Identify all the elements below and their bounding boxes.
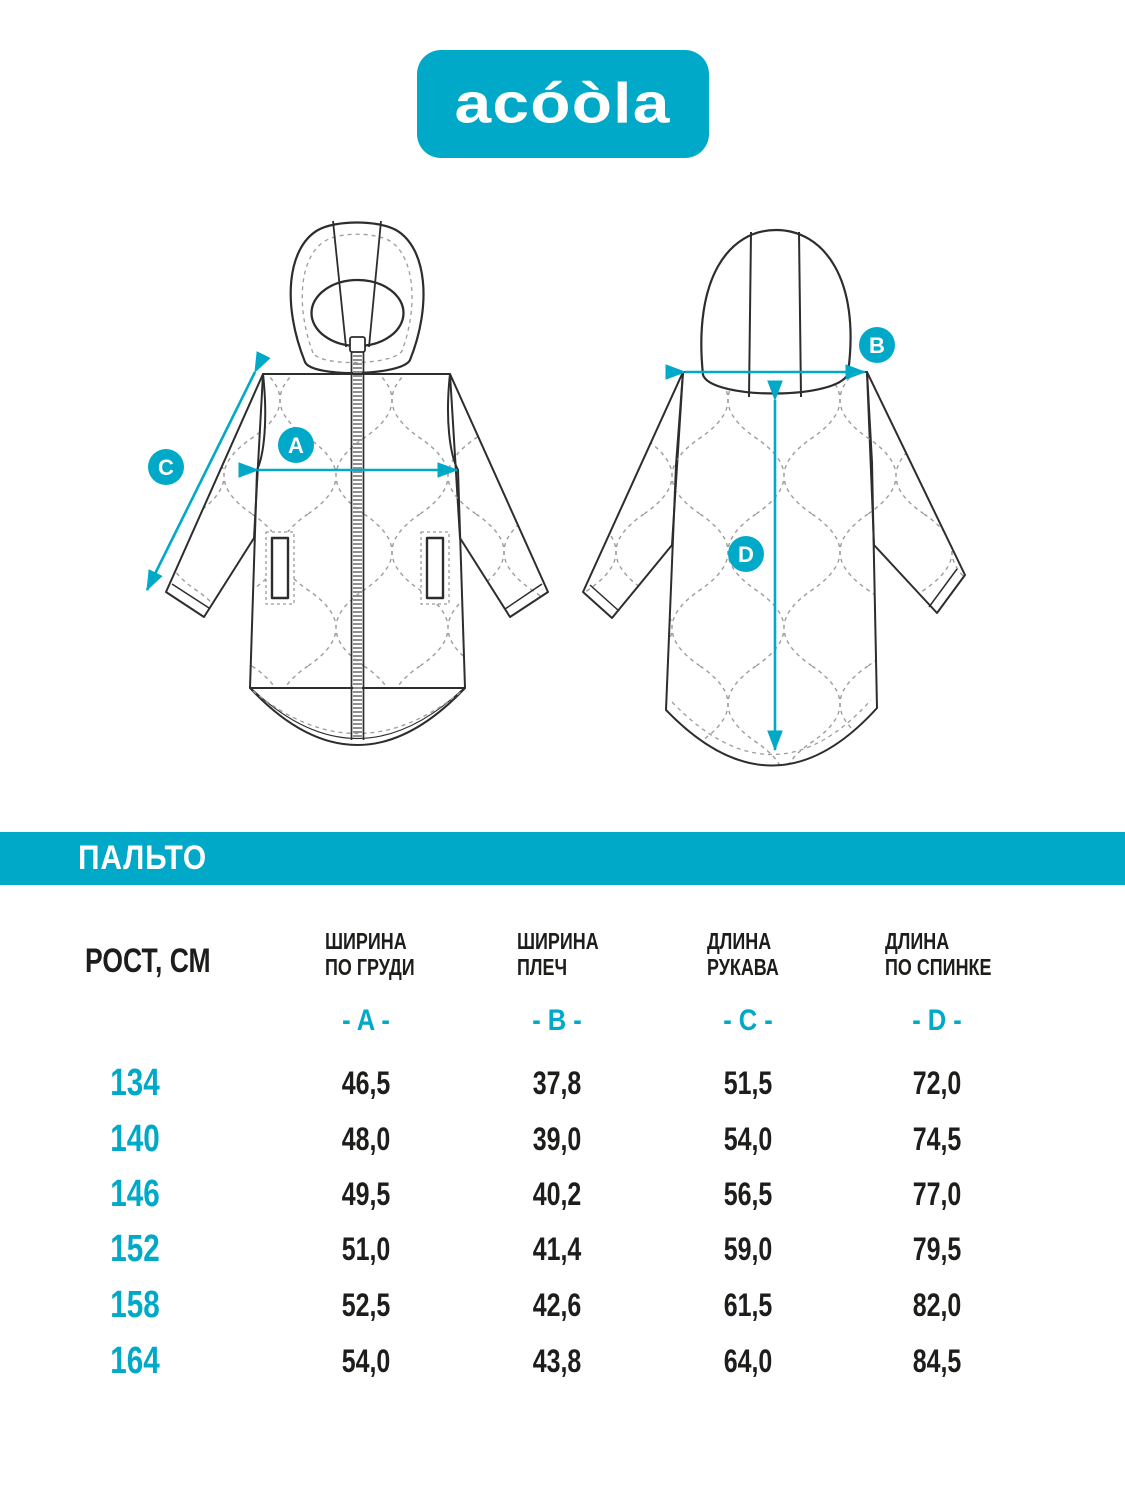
column-header-line: ПО СПИНКЕ <box>885 954 992 980</box>
size-value: 152 <box>110 1228 160 1270</box>
measure-value: 46,5 <box>341 1065 391 1101</box>
back-hood <box>701 230 850 394</box>
measure-value: 51,0 <box>341 1231 391 1267</box>
column-letter-a: - A - <box>342 1004 390 1037</box>
measure-value: 61,5 <box>723 1287 773 1323</box>
measure-value: 84,5 <box>912 1343 962 1379</box>
measure-value: 77,0 <box>912 1176 962 1212</box>
measure-badge-b-letter: B <box>869 333 885 358</box>
column-header-line: ДЛИНА <box>707 928 772 954</box>
measure-value: 54,0 <box>341 1343 391 1379</box>
measure-value: 48,0 <box>341 1121 391 1157</box>
column-header-line: ПО ГРУДИ <box>325 954 415 980</box>
measure-value: 64,0 <box>723 1343 773 1379</box>
size-value: 140 <box>110 1118 160 1160</box>
measure-value: 54,0 <box>723 1121 773 1157</box>
column-header-chest-width <box>325 928 415 980</box>
category-banner <box>0 832 1125 885</box>
measure-value: 82,0 <box>912 1287 962 1323</box>
garment-diagram <box>0 210 1125 830</box>
table-row <box>0 1118 1125 1160</box>
table-row <box>0 1173 1125 1215</box>
column-letter-c: - C - <box>723 1004 773 1037</box>
table-row <box>0 1284 1125 1326</box>
measure-badge-a-letter: A <box>288 433 304 458</box>
front-right-sleeve <box>450 374 548 617</box>
measure-value: 40,2 <box>532 1176 582 1212</box>
measure-value: 43,8 <box>532 1343 582 1379</box>
brand-logo-text: acóòla <box>454 72 671 136</box>
front-left-pocket <box>272 538 288 598</box>
measure-value: 72,0 <box>912 1065 962 1101</box>
measure-value: 79,5 <box>912 1231 962 1267</box>
row-header-height: РОСТ, СМ <box>85 942 211 980</box>
front-zipper-tab <box>350 337 365 352</box>
measure-badge-d-letter: D <box>738 542 754 567</box>
measure-value: 51,5 <box>723 1065 773 1101</box>
back-body <box>666 372 877 766</box>
garment-diagram-svg <box>0 210 1125 830</box>
table-row <box>0 1340 1125 1382</box>
column-header-line: РУКАВА <box>707 954 779 980</box>
measure-value: 56,5 <box>723 1176 773 1212</box>
size-value: 146 <box>110 1173 160 1215</box>
measure-value: 49,5 <box>341 1176 391 1212</box>
measure-value: 74,5 <box>912 1121 962 1157</box>
column-letter-d: - D - <box>912 1004 962 1037</box>
measure-value: 59,0 <box>723 1231 773 1267</box>
table-row <box>0 1062 1125 1104</box>
column-header-sleeve-length <box>707 928 779 980</box>
back-left-sleeve <box>583 372 683 618</box>
column-header-shoulder-width <box>517 928 599 980</box>
measure-value: 39,0 <box>532 1121 582 1157</box>
category-title: ПАЛЬТО <box>78 839 208 877</box>
measure-badge-c-letter: C <box>158 455 174 480</box>
column-header-back-length <box>885 928 991 980</box>
measure-value: 37,8 <box>532 1065 582 1101</box>
measure-value: 52,5 <box>341 1287 391 1323</box>
column-header-line: ДЛИНА <box>885 928 950 954</box>
coat-front-drawing <box>166 221 548 745</box>
size-value: 158 <box>110 1284 160 1326</box>
size-value: 134 <box>110 1062 160 1104</box>
front-right-pocket <box>427 538 443 598</box>
column-letter-b: - B - <box>532 1004 582 1037</box>
brand-logo <box>417 50 709 158</box>
front-left-sleeve <box>166 374 263 617</box>
size-value: 164 <box>110 1340 160 1382</box>
column-header-line: ШИРИНА <box>325 928 407 954</box>
column-header-line: ШИРИНА <box>517 928 599 954</box>
table-row <box>0 1228 1125 1270</box>
measure-value: 42,6 <box>532 1287 582 1323</box>
measure-value: 41,4 <box>532 1231 582 1267</box>
column-header-line: ПЛЕЧ <box>517 954 568 980</box>
